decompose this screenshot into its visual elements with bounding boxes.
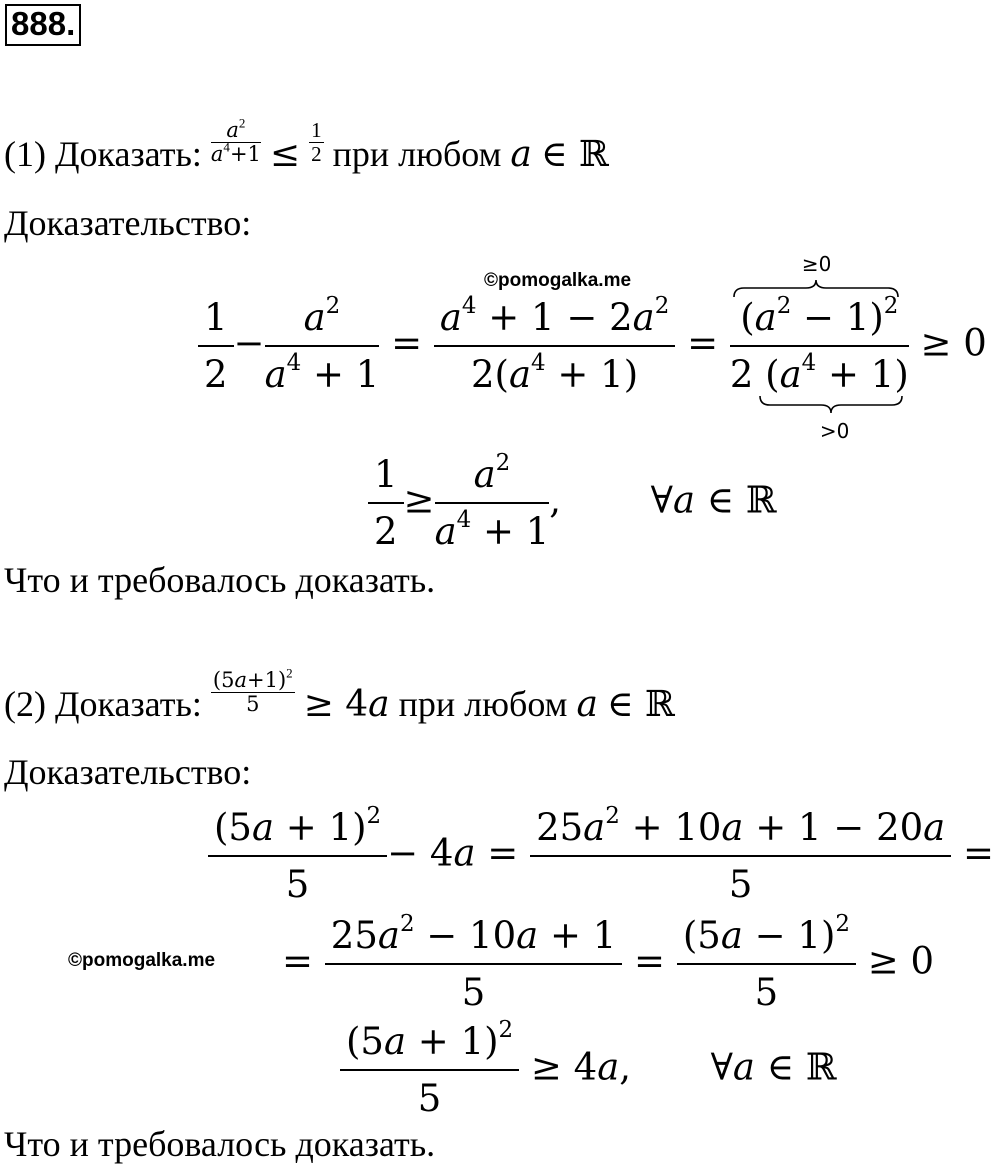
part2-equation-line1: $\frac{(5a + 1)^2}{5}$ − 4a = $\frac{25a^2 + 10a + 1 - 20a}{5}$ = xyxy=(208,806,994,906)
minus-sign: − xyxy=(233,321,265,365)
task-number-dot: . xyxy=(66,5,76,42)
task-number xyxy=(5,4,81,46)
fraction-simplified: $\frac{25a^2 - 10a + 1}{5}$ xyxy=(325,914,623,1014)
part2-equation-line2: = $\frac{25a^2 - 10a + 1}{5}$ = $\frac{(5a - 1)^2}{5}$ ≥ 0 xyxy=(282,910,935,1014)
fraction-one-half: $\frac{1}{2}$ xyxy=(198,296,234,396)
fraction-square-over-positive: $(a^2 - 1)^2$ ≥0 2 $(a^4 + 1)$ >0 xyxy=(729,252,909,443)
overbrace xyxy=(732,278,900,298)
fraction-5a-plus-1-squared: $\frac{(5a + 1)^2}{5}$ xyxy=(340,1020,519,1120)
watermark-top: ©pomogalka.me xyxy=(484,270,632,291)
part2-equation-line3: $\frac{(5a + 1)^2}{5}$ ≥ 4a, ∀a ∈ ℝ xyxy=(340,1020,837,1120)
fraction-expanded: $\frac{25a^2 + 10a + 1 - 20a}{5}$ xyxy=(530,806,951,906)
fraction-a2-over-a4p1: $\frac{a^2}{a^4 + 1}$ xyxy=(434,449,550,553)
underbrace-label: >0 xyxy=(819,419,850,443)
overbrace-label: ≥0 xyxy=(801,252,832,276)
part1-statement-in: ∈ ℝ xyxy=(540,134,609,175)
part1-statement-rel: ≤ xyxy=(269,134,301,175)
fraction-a2-over-a4p1: $\frac{a^2}{a^4 + 1}$ xyxy=(264,292,380,396)
fraction-5a-plus-1-squared: $\frac{(5a + 1)^2}{5}$ xyxy=(208,806,387,906)
part2-statement-tail: при любом xyxy=(398,684,568,724)
part1-proof-label: Доказательство: xyxy=(4,203,252,243)
part1-equation-line2: $\frac{1}{2}$ ≥ $\frac{a^2}{a^4 + 1}$ , ∀a ∈ ℝ xyxy=(368,453,777,553)
part1-conclusion: Что и требовалось доказать. xyxy=(4,560,436,600)
part1-statement-tail: при любом xyxy=(332,134,502,174)
part1-statement xyxy=(4,115,609,175)
part2-conclusion: Что и требовалось доказать. xyxy=(4,1124,436,1164)
equals-sign: = xyxy=(687,321,719,365)
part1-statement-half: $\frac{1}{2}$ xyxy=(311,118,322,167)
part2-label: (2) Доказать: xyxy=(4,684,202,724)
part2-statement-fraction: $\frac{(5a+1)^2}{5}$ xyxy=(212,665,293,717)
part2-proof-label: Доказательство: xyxy=(4,752,252,792)
part1-label: (1) Доказать: xyxy=(4,134,202,174)
underbrace xyxy=(758,395,904,415)
task-number-value: 888 xyxy=(11,5,67,42)
watermark-bottom: ©pomogalka.me xyxy=(68,950,216,971)
relation-tail: ≥ 0 xyxy=(920,321,987,365)
part1-statement-fraction: $\frac{a^2}{a^4+1}$ xyxy=(210,115,261,167)
equals-sign: = xyxy=(391,321,423,365)
part1-statement-var: a xyxy=(510,134,532,175)
fraction-5a-minus-1-squared: $\frac{(5a - 1)^2}{5}$ xyxy=(677,914,856,1014)
part2-statement: (2) Доказать: $\frac{(5a+1)^2}{5}$ ≥ 4a при любом a ∈ ℝ xyxy=(4,665,675,725)
fraction-one-half: $\frac{1}{2}$ xyxy=(368,453,404,553)
fraction-combined: $\frac{a^4 + 1 - 2a^2}{2(a^4 + 1)}$ xyxy=(434,296,675,396)
